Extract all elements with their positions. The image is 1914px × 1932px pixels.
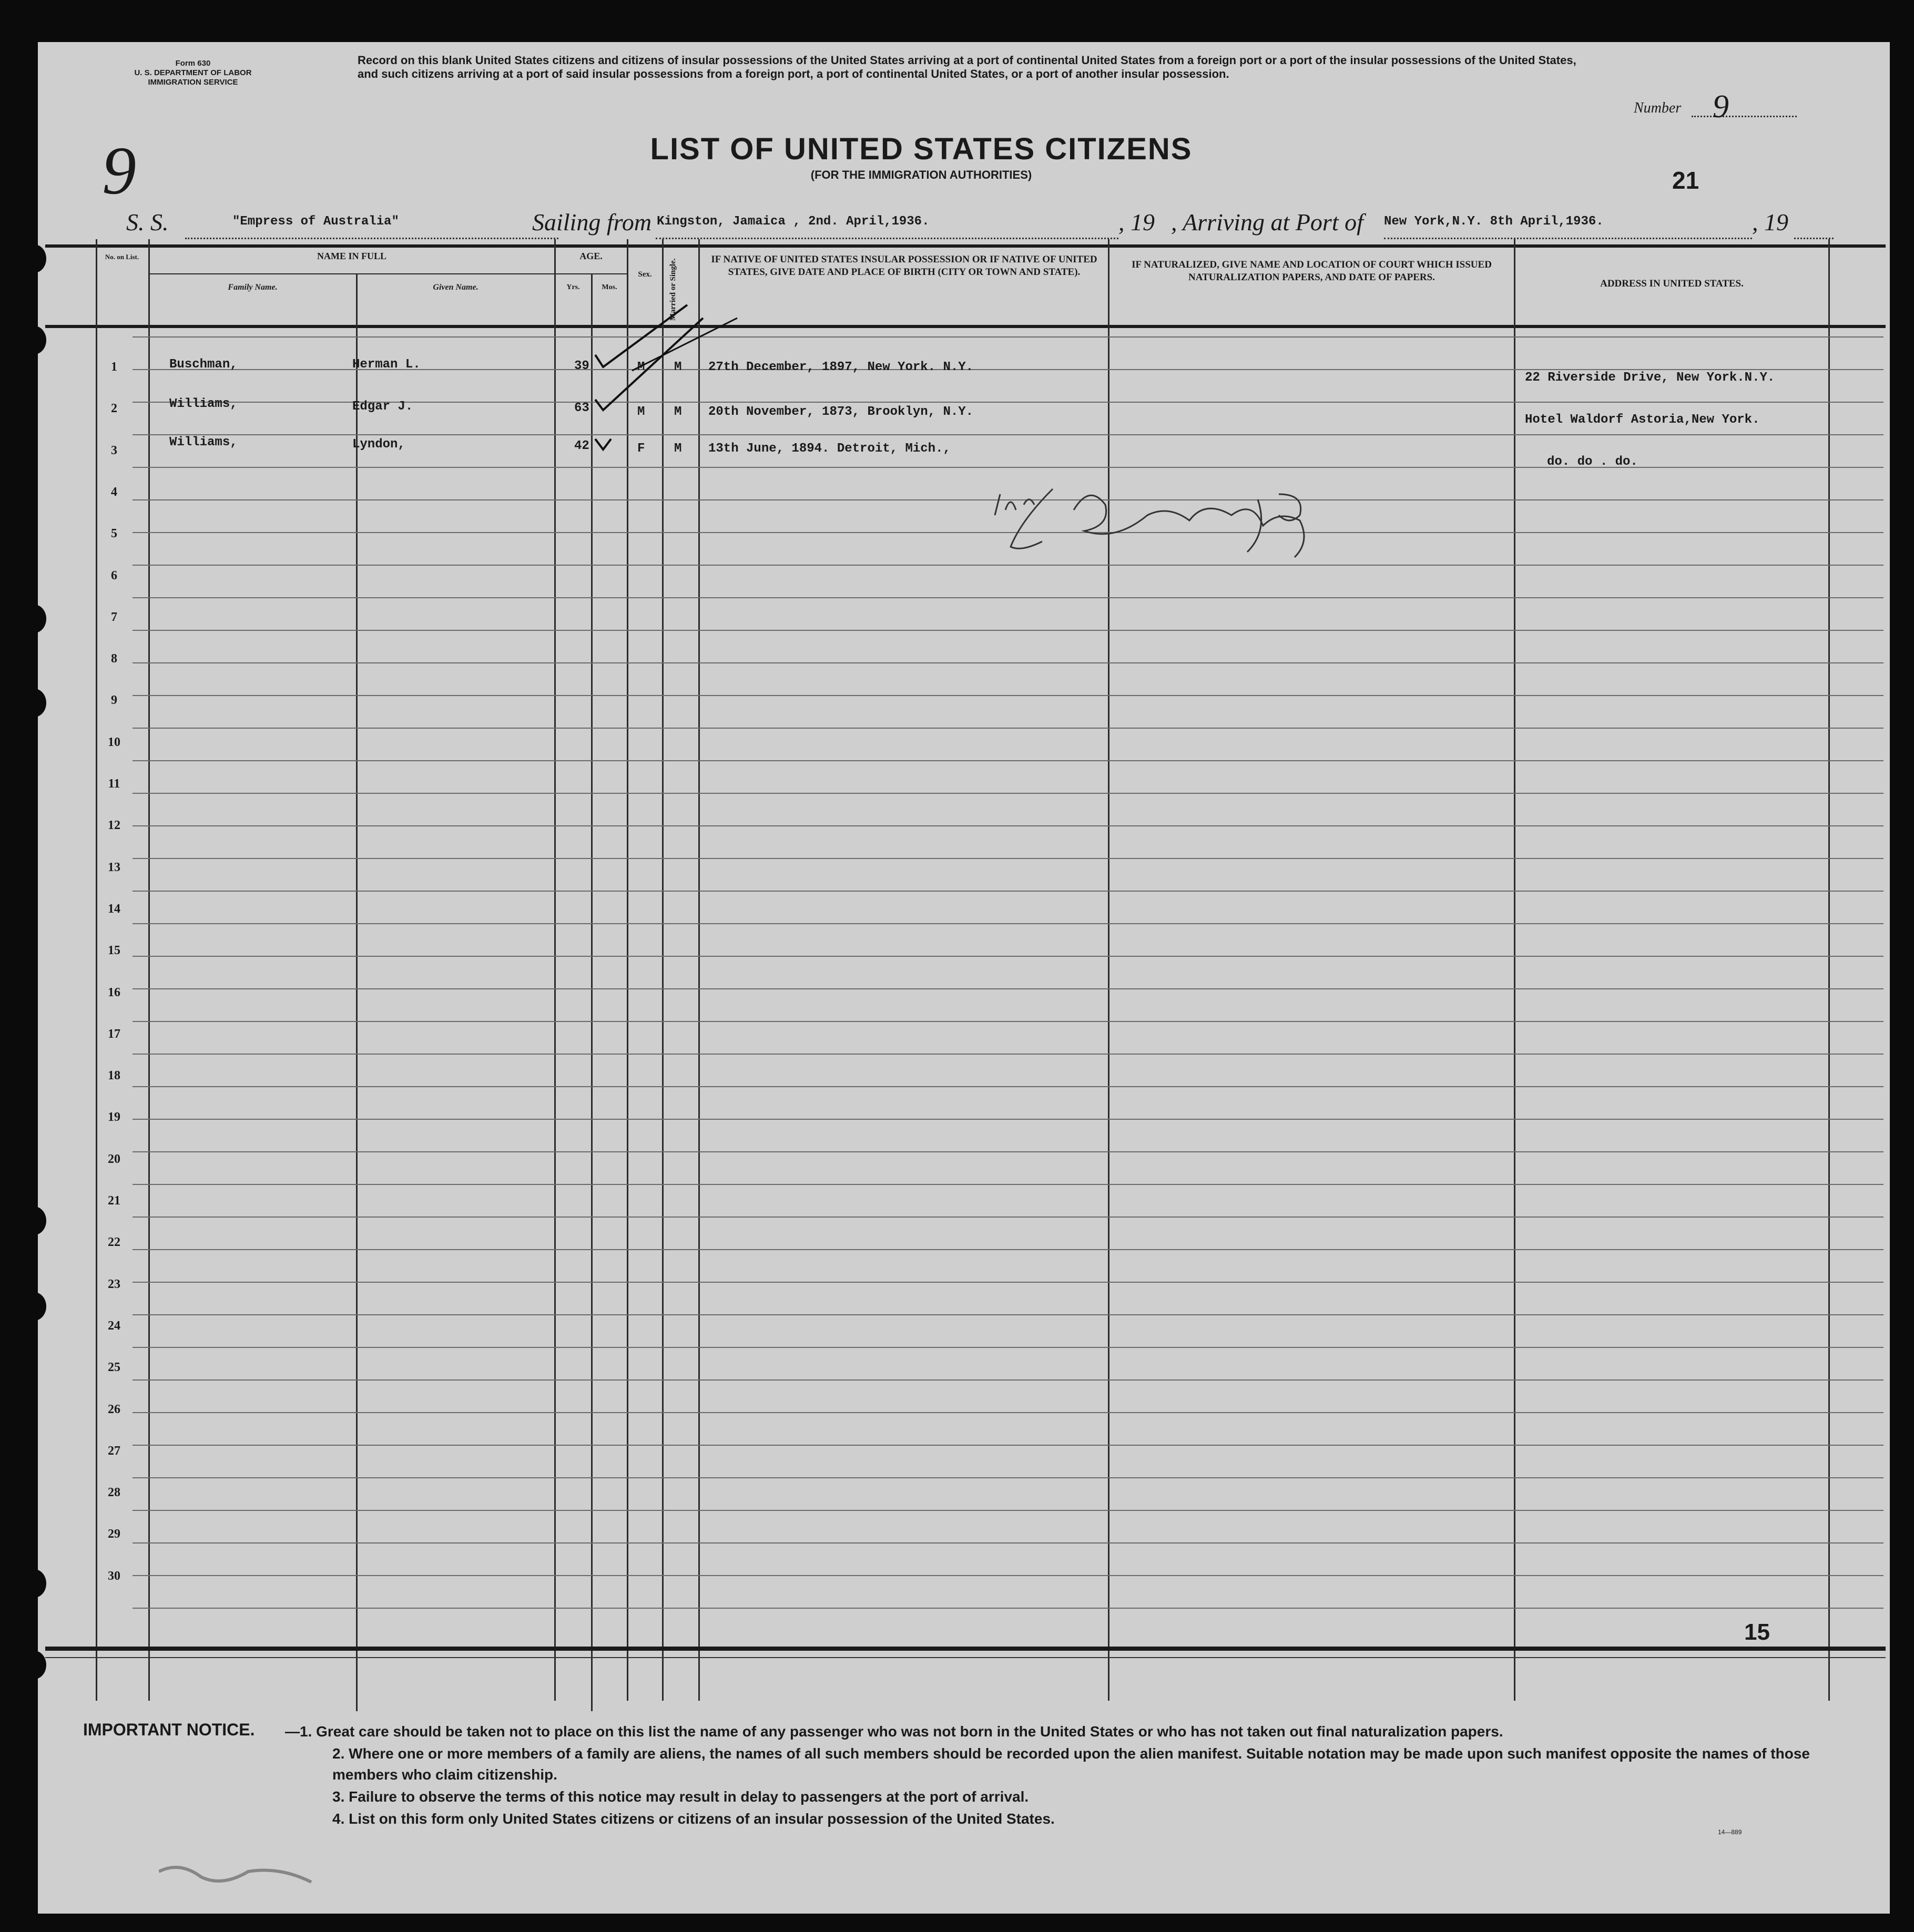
punch-hole xyxy=(38,1569,46,1598)
row-number: 3 xyxy=(111,443,117,457)
age-yrs-1: 39 xyxy=(574,359,589,373)
row-number: 17 xyxy=(108,1027,120,1041)
address-1: 22 Riverside Drive, New York.N.Y. xyxy=(1525,371,1775,385)
row-number: 8 xyxy=(111,652,117,666)
row-rule xyxy=(133,1086,1884,1087)
col-divider xyxy=(1514,239,1515,1701)
row-number: 11 xyxy=(108,777,120,791)
row-number: 13 xyxy=(108,860,120,874)
row-rule xyxy=(133,1119,1884,1120)
age-yrs-3: 42 xyxy=(574,439,589,453)
row-rule xyxy=(133,988,1884,989)
header-naturalized: IF NATURALIZED, GIVE NAME AND LOCATION OF COURT WHICH ISSUED NATURALIZATION PAPERS, AND DATE OF PAPERS. xyxy=(1132,259,1492,283)
row-rule xyxy=(133,1477,1884,1478)
sailing-from: Kingston, Jamaica , 2nd. April,1936. xyxy=(657,214,930,229)
row-rule xyxy=(133,1379,1884,1381)
header-address: ADDRESS IN UNITED STATES. xyxy=(1600,278,1744,289)
row-number: 14 xyxy=(108,902,120,916)
notice-title: IMPORTANT NOTICE. xyxy=(83,1720,255,1739)
row-number: 4 xyxy=(111,485,117,499)
row-rule xyxy=(133,695,1884,696)
row-number: 26 xyxy=(108,1402,120,1416)
row-number: 18 xyxy=(108,1069,120,1083)
year-suffix-1: , 19 xyxy=(1118,209,1155,236)
row-number: 27 xyxy=(108,1444,120,1458)
family-name-2: Williams, xyxy=(169,397,238,411)
handwritten-number: 9 xyxy=(102,133,136,209)
row-number: 24 xyxy=(108,1318,120,1333)
punch-hole xyxy=(38,689,46,717)
header-sex: Sex. xyxy=(638,270,652,279)
row-number: 21 xyxy=(108,1194,120,1208)
service-name: IMMIGRATION SERVICE xyxy=(148,78,238,87)
col-divider xyxy=(1108,239,1109,1701)
punch-hole xyxy=(38,1292,46,1321)
row-number: 20 xyxy=(108,1152,120,1166)
ink-smudge xyxy=(159,1856,369,1887)
checkmark-strokes xyxy=(38,42,827,515)
row-number: 15 xyxy=(108,944,120,958)
year-suffix-2: , 19 xyxy=(1752,209,1788,236)
row-rule xyxy=(133,1347,1884,1348)
row-number: 22 xyxy=(108,1235,120,1250)
header-yrs: Yrs. xyxy=(566,283,580,291)
department-name: U. S. DEPARTMENT OF LABOR xyxy=(134,68,252,77)
row-number: 7 xyxy=(111,610,117,624)
sex-1: M xyxy=(637,360,645,374)
header-family-name: Family Name. xyxy=(228,283,278,292)
page-number-bottom: 15 xyxy=(1744,1619,1770,1645)
row-number: 9 xyxy=(111,693,117,708)
header-birth: IF NATIVE OF UNITED STATES INSULAR POSSESSION OR IF NATIVE OF UNITED STATES, GIVE DATE AND PLACE OF BIRTH (CITY OR TOWN AND STATE). xyxy=(711,254,1097,278)
sex-2: M xyxy=(637,405,645,419)
row-number: 10 xyxy=(108,735,120,749)
page-title: LIST OF UNITED STATES CITIZENS xyxy=(650,132,1193,166)
row-rule xyxy=(133,956,1884,957)
instructions-text: Record on this blank United States citizens and citizens of insular possessions of the United States arriving at a port of continental United States from a foreign port or a port of the insular possessions of the United States, and such citizens arriving at a port of said insular possessions from a foreign port, a port of continental United States, or a port of another insular possession. xyxy=(358,54,1576,80)
row-number: 19 xyxy=(108,1110,120,1125)
row-number: 25 xyxy=(108,1361,120,1375)
punch-hole xyxy=(38,1207,46,1235)
row-rule xyxy=(133,1314,1884,1315)
birth-3: 13th June, 1894. Detroit, Mich., xyxy=(708,442,951,456)
row-rule xyxy=(133,825,1884,826)
row-rule xyxy=(133,1412,1884,1413)
row-number: 28 xyxy=(108,1486,120,1500)
row-rule xyxy=(133,662,1884,663)
inspector-signature xyxy=(984,473,1394,563)
number-label: Number xyxy=(1634,100,1682,116)
row-rule xyxy=(133,858,1884,859)
row-rule xyxy=(133,1054,1884,1055)
punch-hole xyxy=(38,605,46,633)
age-yrs-2: 63 xyxy=(574,401,589,415)
row-number: 29 xyxy=(108,1527,120,1541)
row-number: 23 xyxy=(108,1277,120,1291)
given-name-1: Herman L. xyxy=(352,357,421,372)
birth-1: 27th December, 1897, New York. N.Y. xyxy=(708,360,974,374)
header-name-in-full: NAME IN FULL xyxy=(317,251,386,261)
address-3: do. do . do. xyxy=(1547,455,1638,469)
header-married-single: Married or Single. xyxy=(669,258,677,321)
year-line xyxy=(1794,238,1834,239)
header-no-on-list: No. on List. xyxy=(105,253,139,261)
number-line xyxy=(1692,116,1797,117)
page-subtitle: (FOR THE IMMIGRATION AUTHORITIES) xyxy=(810,168,1032,181)
family-name-3: Williams, xyxy=(169,435,238,449)
header-mos: Mos. xyxy=(602,283,617,291)
row-rule xyxy=(133,1151,1884,1152)
notice-item-1: —1. Great care should be taken not to place on this list the name of any passenger who was not born in the United States or who has not taken out final naturalization papers. xyxy=(285,1723,1503,1740)
row-number: 2 xyxy=(111,402,117,416)
family-name-1: Buschman, xyxy=(169,357,238,372)
given-name-2: Edgar J. xyxy=(352,400,413,414)
page-number-top: 21 xyxy=(1672,167,1699,194)
row-rule xyxy=(133,1217,1884,1218)
birth-2: 20th November, 1873, Brooklyn, N.Y. xyxy=(708,405,974,419)
row-number: 6 xyxy=(111,568,117,582)
number-value: 9 xyxy=(1713,89,1729,125)
punch-hole xyxy=(38,1651,46,1679)
arriving-at: New York,N.Y. 8th April,1936. xyxy=(1384,214,1604,229)
marital-3: M xyxy=(674,442,682,456)
given-name-3: Lyndon, xyxy=(352,437,405,452)
row-rule xyxy=(133,760,1884,761)
marital-1: M xyxy=(674,360,682,374)
row-number: 1 xyxy=(111,360,117,374)
row-rule xyxy=(133,1542,1884,1543)
row-rule xyxy=(133,1445,1884,1446)
row-number: 5 xyxy=(111,527,117,541)
footer-code: 14—889 xyxy=(1718,1828,1742,1836)
row-number: 12 xyxy=(108,819,120,833)
form-number: Form 630 xyxy=(175,59,211,68)
notice-item-2: 2. Where one or more members of a family are aliens, the names of all such members should be recorded upon the alien manifest. Suitable notation may be made upon such manifest opposite the names of those members who claim citizenship. xyxy=(332,1745,1810,1783)
row-rule xyxy=(133,1510,1884,1511)
row-rule xyxy=(133,1575,1884,1576)
row-number: 16 xyxy=(108,985,120,999)
row-rule xyxy=(133,1608,1884,1609)
row-rule xyxy=(133,1184,1884,1185)
address-2: Hotel Waldorf Astoria,New York. xyxy=(1525,413,1760,427)
row-rule xyxy=(133,728,1884,729)
row-rule xyxy=(133,891,1884,892)
header-age: AGE. xyxy=(579,251,603,261)
row-rule xyxy=(133,597,1884,598)
row-rule xyxy=(133,793,1884,794)
row-rule xyxy=(133,630,1884,631)
arriving-label: , Arriving at Port of xyxy=(1171,209,1363,236)
notice-item-4: 4. List on this form only United States citizens or citizens of an insular possession of the United States. xyxy=(332,1811,1055,1827)
ship-name: "Empress of Australia" xyxy=(232,214,399,229)
row-rule xyxy=(133,923,1884,924)
notice-item-3: 3. Failure to observe the terms of this notice may result in delay to passengers at the port of arrival. xyxy=(332,1788,1029,1805)
table-bottom-rule xyxy=(45,1647,1886,1651)
sailing-label: Sailing from xyxy=(532,209,652,236)
ss-label: S. S. xyxy=(126,209,169,236)
row-rule xyxy=(133,565,1884,566)
row-rule xyxy=(133,1282,1884,1283)
row-number: 30 xyxy=(108,1569,120,1583)
marital-2: M xyxy=(674,405,682,419)
arriving-line xyxy=(1384,238,1752,239)
row-rule xyxy=(133,1249,1884,1250)
table-bottom-rule-2 xyxy=(45,1657,1886,1658)
col-divider xyxy=(1828,239,1830,1701)
sex-3: F xyxy=(637,442,645,456)
header-given-name: Given Name. xyxy=(433,283,478,292)
manifest-sheet xyxy=(38,42,1890,1914)
row-rule xyxy=(133,1021,1884,1022)
